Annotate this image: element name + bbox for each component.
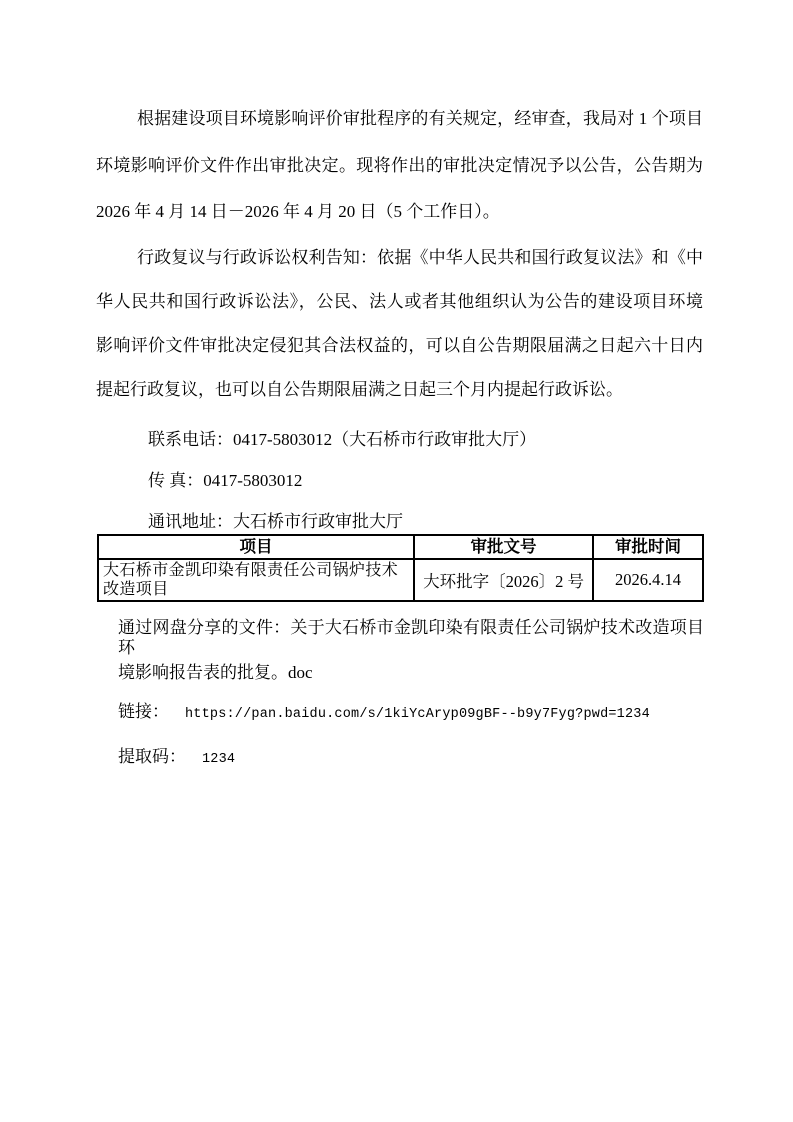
table-header-project: 项目 — [98, 535, 414, 559]
paragraph-line: 提起行政复议，也可以自公告期限届满之日起三个月内提起行政诉讼。 — [96, 380, 623, 399]
code-label: 提取码： — [118, 747, 186, 766]
contact-address-line: 通讯地址：大石桥市行政审批大厅 — [148, 512, 403, 531]
project-name-cell: 大石桥市金凯印染有限责任公司锅炉技术改造项目 — [98, 559, 414, 601]
contact-info-block — [148, 419, 708, 542]
legal-rights-paragraph — [96, 236, 703, 412]
link-label: 链接： — [118, 702, 169, 721]
approval-notice-paragraph — [96, 96, 703, 236]
approval-table — [97, 534, 704, 602]
table-header-date: 审批时间 — [593, 535, 703, 559]
table-row — [98, 559, 703, 601]
approval-number-cell: 大环批字〔2026〕2 号 — [414, 559, 593, 601]
share-link-url[interactable]: https://pan.baidu.com/s/1kiYcAryp09gBF--b9y7Fyg?pwd=1234 — [185, 707, 650, 722]
paragraph-line: 根据建设项目环境影响评价审批程序的有关规定，经审查，我局对 1 个项目 — [137, 109, 703, 128]
approval-date-cell: 2026.4.14 — [593, 559, 703, 601]
table-header-row — [98, 535, 703, 559]
share-link-line — [118, 702, 718, 725]
paragraph-line: 行政复议与行政诉讼权利告知：依据《中华人民共和国行政复议法》和《中 — [137, 248, 703, 267]
share-file-line-1: 通过网盘分享的文件：关于大石桥市金凯印染有限责任公司锅炉技术改造项目环 — [118, 618, 704, 657]
contact-fax-line: 传 真：0417-5803012 — [148, 471, 303, 490]
paragraph-line: 2026 年 4 月 14 日－2026 年 4 月 20 日（5 个工作日）。 — [96, 202, 500, 221]
extraction-code-line — [118, 747, 718, 770]
paragraph-line: 影响评价文件审批决定侵犯其合法权益的，可以自公告期限届满之日起六十日内 — [96, 336, 703, 355]
paragraph-line: 华人民共和国行政诉讼法》，公民、法人或者其他组织认为公告的建设项目环境 — [96, 292, 703, 311]
share-file-line-2: 境影响报告表的批复。doc — [118, 663, 313, 682]
paragraph-line: 环境影响评价文件作出审批决定。现将作出的审批决定情况予以公告，公告期为 — [96, 155, 703, 175]
table-header-doc-number: 审批文号 — [414, 535, 593, 559]
contact-phone-line: 联系电话：0417-5803012（大石桥市行政审批大厅） — [148, 430, 537, 449]
code-value: 1234 — [202, 752, 236, 767]
